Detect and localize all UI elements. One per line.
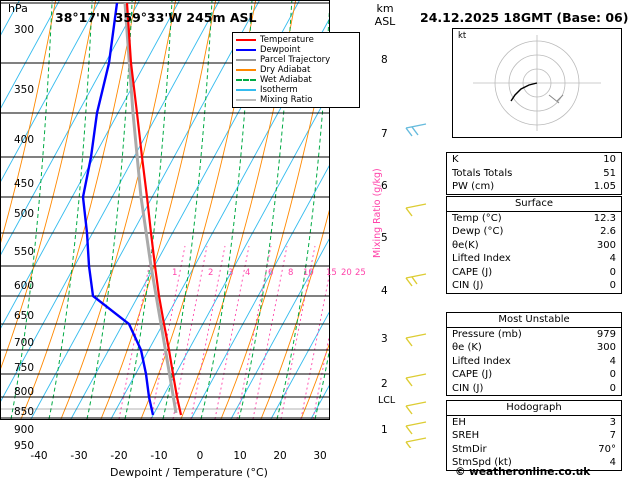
km-tick-2: 2 bbox=[381, 378, 388, 390]
km-tick-7: 7 bbox=[381, 128, 388, 140]
table-row bbox=[447, 279, 621, 293]
y-tick-800: 800 bbox=[13, 386, 34, 398]
pressure-unit-label: hPa bbox=[8, 2, 28, 15]
mixing-ratio-tick-8: 8 bbox=[288, 268, 294, 278]
row-key: θe(K) bbox=[452, 239, 479, 251]
table-row bbox=[447, 212, 621, 226]
legend-label: Wet Adiabat bbox=[260, 75, 312, 85]
legend-item bbox=[236, 95, 356, 105]
row-key: CAPE (J) bbox=[452, 369, 493, 380]
mixing-ratio-tick-3: 3 bbox=[228, 268, 234, 278]
table-row bbox=[447, 328, 621, 342]
mixing-ratio-tick-25: 25 bbox=[355, 268, 366, 278]
km-tick-3: 3 bbox=[381, 333, 388, 345]
mixing-ratio-tick-1: 1 bbox=[172, 268, 178, 278]
x-axis-title: Dewpoint / Temperature (°C) bbox=[110, 466, 268, 479]
row-value: 7 bbox=[609, 430, 616, 441]
legend-swatch-temperature bbox=[236, 39, 256, 41]
hodograph-table bbox=[446, 400, 622, 471]
legend-item bbox=[236, 35, 356, 45]
wind-barb-column bbox=[396, 28, 444, 448]
y-tick-950: 950 bbox=[13, 440, 34, 452]
km-tick-6: 6 bbox=[381, 180, 388, 192]
km-tick-4: 4 bbox=[381, 285, 388, 297]
y-tick-350: 350 bbox=[13, 84, 34, 96]
table-row bbox=[447, 429, 621, 443]
hodograph-trace bbox=[511, 83, 537, 101]
legend-label: Parcel Trajectory bbox=[260, 55, 331, 65]
legend bbox=[232, 32, 360, 108]
row-key: CAPE (J) bbox=[452, 266, 493, 278]
x-tick--40: -40 bbox=[30, 450, 48, 462]
row-key: Lifted Index bbox=[452, 253, 511, 264]
legend-item bbox=[236, 75, 356, 85]
table-row bbox=[447, 416, 621, 430]
row-value: 2.6 bbox=[600, 226, 616, 237]
table-row bbox=[447, 443, 621, 457]
row-key: EH bbox=[452, 416, 466, 428]
credit-text: © weatheronline.co.uk bbox=[455, 466, 591, 478]
row-value: 1.05 bbox=[593, 181, 616, 192]
mixing-ratio-tick-10: 10 bbox=[303, 268, 314, 278]
legend-item bbox=[236, 45, 356, 55]
mixing-ratio-tick-15: 15 bbox=[326, 268, 337, 278]
y-tick-650: 650 bbox=[13, 310, 34, 322]
row-key: Pressure (mb) bbox=[452, 328, 522, 340]
row-key: SREH bbox=[452, 430, 480, 441]
hodograph-section-title: Hodograph bbox=[447, 401, 621, 416]
mixing-ratio-tick-6: 6 bbox=[268, 268, 274, 278]
y-tick-700: 700 bbox=[13, 337, 34, 349]
row-key: StmDir bbox=[452, 443, 487, 455]
row-value: 10 bbox=[603, 154, 616, 165]
y-tick-450: 450 bbox=[13, 178, 34, 190]
x-tick-0: 0 bbox=[196, 450, 204, 462]
legend-swatch-mixing-ratio bbox=[236, 99, 256, 101]
y-tick-400: 400 bbox=[13, 134, 34, 146]
table-row bbox=[447, 252, 621, 266]
legend-item bbox=[236, 65, 356, 75]
row-key: PW (cm) bbox=[452, 181, 495, 192]
x-tick-30: 30 bbox=[313, 450, 327, 462]
table-row bbox=[447, 266, 621, 280]
row-value: 70° bbox=[598, 443, 616, 455]
y-tick-550: 550 bbox=[13, 246, 34, 258]
x-tick--20: -20 bbox=[110, 450, 128, 462]
x-tick-10: 10 bbox=[233, 450, 247, 462]
row-value: 51 bbox=[603, 167, 616, 179]
mixing-ratio-tick-20: 20 bbox=[341, 268, 352, 278]
y-tick-750: 750 bbox=[13, 362, 34, 374]
legend-label: Mixing Ratio bbox=[260, 95, 313, 105]
km-tick-5: 5 bbox=[381, 232, 388, 244]
y-tick-850: 850 bbox=[13, 406, 34, 418]
row-value: 300 bbox=[596, 239, 616, 251]
row-value: 0 bbox=[609, 369, 616, 380]
height-unit-label: km bbox=[376, 2, 394, 15]
legend-item bbox=[236, 85, 356, 95]
row-key: CIN (J) bbox=[452, 382, 484, 394]
legend-item bbox=[236, 55, 356, 65]
most-unstable-section-title: Most Unstable bbox=[447, 313, 621, 328]
row-value: 300 bbox=[596, 342, 616, 353]
table-row bbox=[447, 382, 621, 396]
x-tick--30: -30 bbox=[70, 450, 88, 462]
x-tick-20: 20 bbox=[273, 450, 287, 462]
hodograph-plot bbox=[452, 28, 622, 138]
most-unstable-table bbox=[446, 312, 622, 396]
legend-label: Isotherm bbox=[260, 85, 298, 95]
table-row bbox=[447, 153, 621, 167]
row-key: Totals Totals bbox=[452, 167, 513, 179]
row-key: Temp (°C) bbox=[452, 212, 502, 224]
table-row bbox=[447, 341, 621, 355]
legend-label: Dewpoint bbox=[260, 45, 301, 55]
y-tick-600: 600 bbox=[13, 280, 34, 292]
km-tick-1: 1 bbox=[381, 424, 388, 436]
row-value: 12.3 bbox=[593, 212, 616, 224]
legend-swatch-isotherm bbox=[236, 89, 256, 91]
y-tick-300: 300 bbox=[13, 24, 34, 36]
table-row bbox=[447, 167, 621, 181]
x-tick--10: -10 bbox=[150, 450, 168, 462]
y-tick-900: 900 bbox=[13, 424, 34, 436]
surface-section-title: Surface bbox=[447, 197, 621, 212]
surface-table bbox=[446, 196, 622, 294]
height-asl-label: ASL bbox=[374, 15, 396, 28]
row-key: CIN (J) bbox=[452, 280, 484, 291]
row-value: 4 bbox=[609, 253, 616, 264]
forecast-datetime: 24.12.2025 18GMT (Base: 06) bbox=[420, 10, 629, 25]
table-row bbox=[447, 180, 621, 194]
row-key: K bbox=[452, 154, 459, 165]
station-title: 38°17'N 359°33'W 245m ASL bbox=[55, 10, 257, 25]
legend-swatch-parcel bbox=[236, 59, 256, 61]
legend-swatch-dewpoint bbox=[236, 49, 256, 51]
legend-swatch-wet-adiabat bbox=[236, 79, 256, 81]
mixing-ratio-tick-2: 2 bbox=[208, 268, 214, 278]
indices-table bbox=[446, 152, 622, 195]
mixing-ratio-axis-title: Mixing Ratio (g/kg) bbox=[372, 168, 383, 258]
legend-label: Temperature bbox=[260, 35, 314, 45]
legend-swatch-dry-adiabat bbox=[236, 69, 256, 71]
table-row bbox=[447, 225, 621, 239]
km-tick-8: 8 bbox=[381, 54, 388, 66]
table-row bbox=[447, 368, 621, 382]
table-row bbox=[447, 239, 621, 253]
row-key: StmSpd (kt) bbox=[452, 457, 512, 468]
row-key: Lifted Index bbox=[452, 355, 511, 367]
legend-label: Dry Adiabat bbox=[260, 65, 311, 75]
y-tick-500: 500 bbox=[13, 208, 34, 220]
row-value: 4 bbox=[609, 355, 616, 367]
temperature-line bbox=[127, 3, 181, 415]
table-row bbox=[447, 355, 621, 369]
mixing-ratio-tick-4: 4 bbox=[245, 268, 251, 278]
row-key: θe (K) bbox=[452, 342, 482, 353]
row-value: 979 bbox=[596, 328, 616, 340]
row-value: 0 bbox=[609, 266, 616, 278]
row-key: Dewp (°C) bbox=[452, 226, 504, 237]
row-value: 3 bbox=[609, 416, 616, 428]
hodograph-unit-label: kt bbox=[458, 31, 467, 41]
lcl-label: LCL bbox=[378, 395, 396, 406]
row-value: 0 bbox=[609, 280, 616, 291]
row-value: 0 bbox=[609, 382, 616, 394]
row-value: 4 bbox=[609, 457, 616, 468]
